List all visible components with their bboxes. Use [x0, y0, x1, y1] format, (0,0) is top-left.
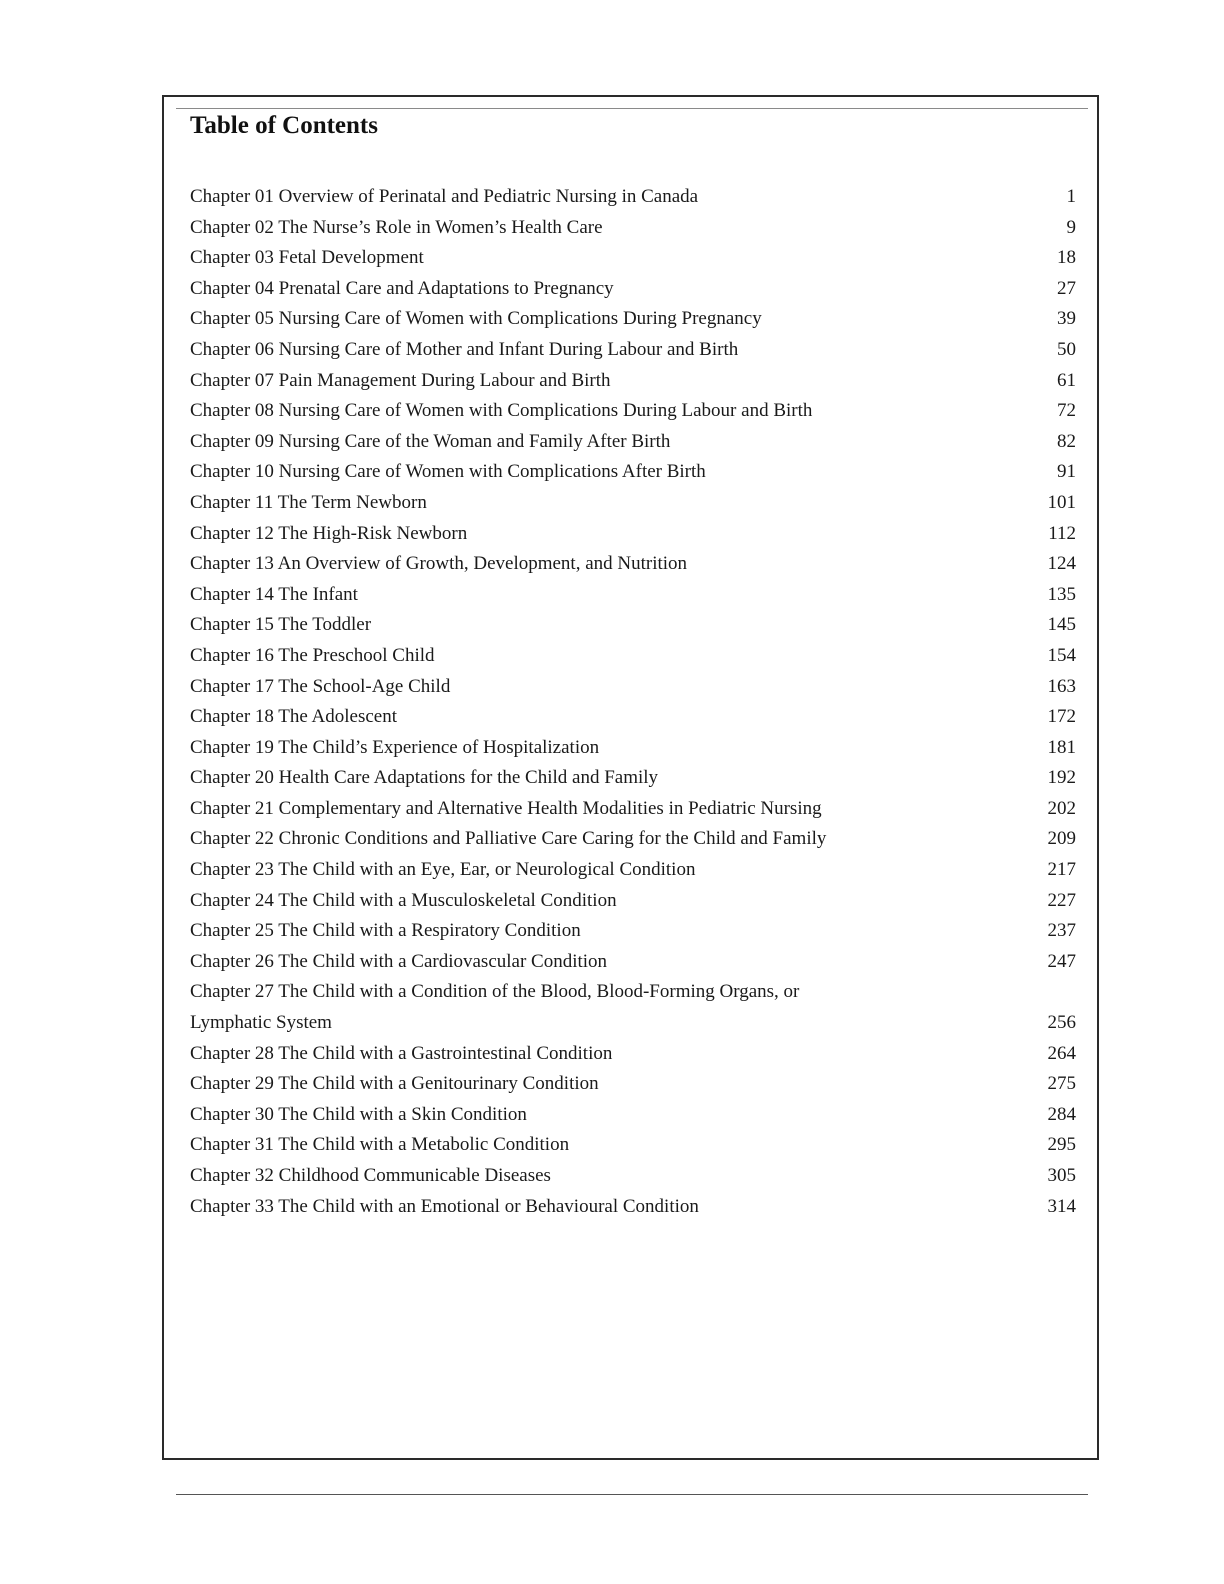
toc-entry-page-number: 9: [1066, 216, 1076, 238]
toc-entry-page-number: 305: [1047, 1165, 1076, 1186]
toc-entry-page-number: 172: [1047, 706, 1076, 728]
toc-entry-label: Chapter 33 The Child with an Emotional or Behavioural Condition: [190, 1195, 699, 1217]
toc-title: Table of Contents: [190, 112, 378, 139]
toc-entry[interactable]: [190, 794, 1076, 825]
toc-entry-page-number: 202: [1047, 797, 1076, 819]
toc-entry[interactable]: [190, 488, 1076, 519]
toc-entry-label: Chapter 22 Chronic Conditions and Palliative Care Caring for the Child and Family: [190, 828, 827, 850]
toc-entry-page-number: 112: [1048, 522, 1076, 544]
toc-entry-label: Chapter 27 The Child with a Condition of the Blood, Blood-Forming Organs, or: [190, 981, 800, 1003]
toc-entry-label: Chapter 32 Childhood Communicable Diseases: [190, 1165, 551, 1186]
toc-entry[interactable]: [190, 1100, 1076, 1131]
toc-entry[interactable]: [190, 366, 1076, 397]
toc-entry[interactable]: [190, 824, 1076, 855]
toc-entry[interactable]: [190, 672, 1076, 703]
toc-entry[interactable]: [190, 549, 1076, 580]
toc-entry[interactable]: [190, 335, 1076, 366]
toc-entry-page-number: 264: [1047, 1042, 1076, 1064]
toc-entry[interactable]: [190, 610, 1076, 641]
toc-entry-page-number: 209: [1047, 828, 1076, 850]
toc-entry-label: Chapter 09 Nursing Care of the Woman and Family After Birth: [190, 430, 671, 452]
toc-entry-page-number: 247: [1047, 950, 1076, 972]
toc-entry-page-number: 237: [1047, 920, 1076, 942]
toc-entry[interactable]: [190, 213, 1076, 244]
toc-entry-label: Chapter 15 The Toddler: [190, 614, 372, 636]
toc-entry-label: Chapter 04 Prenatal Care and Adaptations to Pregnancy: [190, 277, 614, 299]
toc-entry-label: Chapter 01 Overview of Perinatal and Pediatric Nursing in Canada: [190, 186, 699, 207]
toc-entry[interactable]: [190, 1130, 1076, 1161]
toc-entry[interactable]: [190, 1161, 1076, 1192]
toc-entry[interactable]: [190, 580, 1076, 611]
toc-entry-page-number: 192: [1047, 767, 1076, 789]
toc-entry-label: Chapter 06 Nursing Care of Mother and Infant During Labour and Birth: [190, 338, 739, 360]
toc-entry-label: Chapter 20 Health Care Adaptations for the Child and Family: [190, 767, 659, 789]
toc-entry[interactable]: [190, 977, 1076, 1008]
toc-entry[interactable]: [190, 457, 1076, 488]
toc-entry-label: Chapter 18 The Adolescent: [190, 706, 398, 728]
toc-entry[interactable]: [190, 916, 1076, 947]
toc-entry[interactable]: [190, 427, 1076, 458]
toc-entry-page-number: 72: [1057, 400, 1076, 422]
toc-entry-page-number: 39: [1057, 308, 1076, 330]
toc-entry-label: Chapter 10 Nursing Care of Women with Complications After Birth: [190, 461, 706, 483]
toc-entry-page-number: 1: [1066, 186, 1076, 207]
toc-entry[interactable]: [190, 641, 1076, 672]
toc-entry-label: Chapter 28 The Child with a Gastrointestinal Condition: [190, 1042, 613, 1064]
toc-entry-label: Chapter 02 The Nurse’s Role in Women’s Health Care: [190, 216, 603, 238]
toc-entry-label: Chapter 24 The Child with a Musculoskeletal Condition: [190, 889, 617, 911]
toc-entry-page-number: 217: [1047, 859, 1076, 881]
footer-rule: [176, 1494, 1088, 1495]
toc-entry[interactable]: [190, 304, 1076, 335]
toc-entry-page-number: 135: [1047, 583, 1076, 605]
toc-entry-page-number: 50: [1057, 338, 1076, 360]
toc-entry-page-number: 101: [1047, 491, 1076, 513]
toc-entry[interactable]: [190, 702, 1076, 733]
toc-entry-label: Lymphatic System: [190, 1012, 332, 1034]
header-rule: [176, 108, 1088, 109]
toc-entry-label: Chapter 31 The Child with a Metabolic Condition: [190, 1134, 570, 1156]
toc-entry-page-number: 227: [1047, 889, 1076, 911]
toc-entry-page-number: 27: [1057, 277, 1076, 299]
toc-entry-label: Chapter 08 Nursing Care of Women with Complications During Labour and Birth: [190, 400, 813, 422]
toc-entry[interactable]: [190, 733, 1076, 764]
toc-entry[interactable]: [190, 886, 1076, 917]
toc-entry-label: Chapter 25 The Child with a Respiratory Condition: [190, 920, 581, 942]
toc-entry-label: Chapter 19 The Child’s Experience of Hospitalization: [190, 736, 600, 758]
toc-entry-page-number: 256: [1047, 1012, 1076, 1034]
toc-entry[interactable]: [190, 396, 1076, 427]
toc-list: [190, 182, 1076, 1222]
toc-entry[interactable]: [190, 947, 1076, 978]
toc-entry-label: Chapter 14 The Infant: [190, 583, 358, 605]
toc-entry-page-number: 275: [1047, 1073, 1076, 1095]
toc-entry-label: Chapter 23 The Child with an Eye, Ear, or Neurological Condition: [190, 859, 696, 881]
toc-entry[interactable]: [190, 182, 1076, 213]
toc-entry[interactable]: [190, 763, 1076, 794]
toc-entry-label: Chapter 11 The Term Newborn: [190, 491, 427, 513]
toc-entry-label: Chapter 07 Pain Management During Labour and Birth: [190, 369, 611, 391]
toc-entry-page-number: 124: [1047, 553, 1076, 575]
toc-entry[interactable]: [190, 1069, 1076, 1100]
toc-entry-page-number: 61: [1057, 369, 1076, 391]
toc-entry-page-number: 295: [1047, 1134, 1076, 1156]
toc-entry-page-number: 145: [1047, 614, 1076, 636]
toc-entry[interactable]: [190, 1039, 1076, 1070]
toc-entry-page-number: 284: [1047, 1103, 1076, 1125]
toc-entry-label: Chapter 16 The Preschool Child: [190, 644, 435, 666]
toc-entry[interactable]: [190, 519, 1076, 550]
toc-entry-label: Chapter 17 The School-Age Child: [190, 675, 451, 697]
toc-entry-page-number: 82: [1057, 430, 1076, 452]
toc-entry-label: Chapter 03 Fetal Development: [190, 247, 424, 269]
toc-entry-page-number: 181: [1047, 736, 1076, 758]
toc-entry-page-number: 18: [1057, 247, 1076, 269]
toc-entry-label: Chapter 29 The Child with a Genitourinary Condition: [190, 1073, 599, 1095]
toc-entry-label: Chapter 05 Nursing Care of Women with Complications During Pregnancy: [190, 308, 762, 330]
toc-entry-page-number: 314: [1047, 1195, 1076, 1217]
toc-entry[interactable]: [190, 243, 1076, 274]
toc-entry-label: Chapter 30 The Child with a Skin Condition: [190, 1103, 527, 1125]
toc-entry-page-number: 91: [1057, 461, 1076, 483]
toc-entry-label: Chapter 26 The Child with a Cardiovascular Condition: [190, 950, 608, 972]
toc-entry[interactable]: [190, 1008, 1076, 1039]
toc-entry-page-number: 154: [1047, 644, 1076, 666]
toc-entry-label: Chapter 12 The High-Risk Newborn: [190, 522, 468, 544]
toc-entry-label: Chapter 21 Complementary and Alternative Health Modalities in Pediatric Nursing: [190, 797, 822, 819]
toc-entry[interactable]: [190, 855, 1076, 886]
toc-entry-page-number: 163: [1047, 675, 1076, 697]
toc-entry-label: Chapter 13 An Overview of Growth, Development, and Nutrition: [190, 553, 688, 575]
toc-entry[interactable]: [190, 274, 1076, 305]
toc-entry[interactable]: [190, 1192, 1076, 1223]
